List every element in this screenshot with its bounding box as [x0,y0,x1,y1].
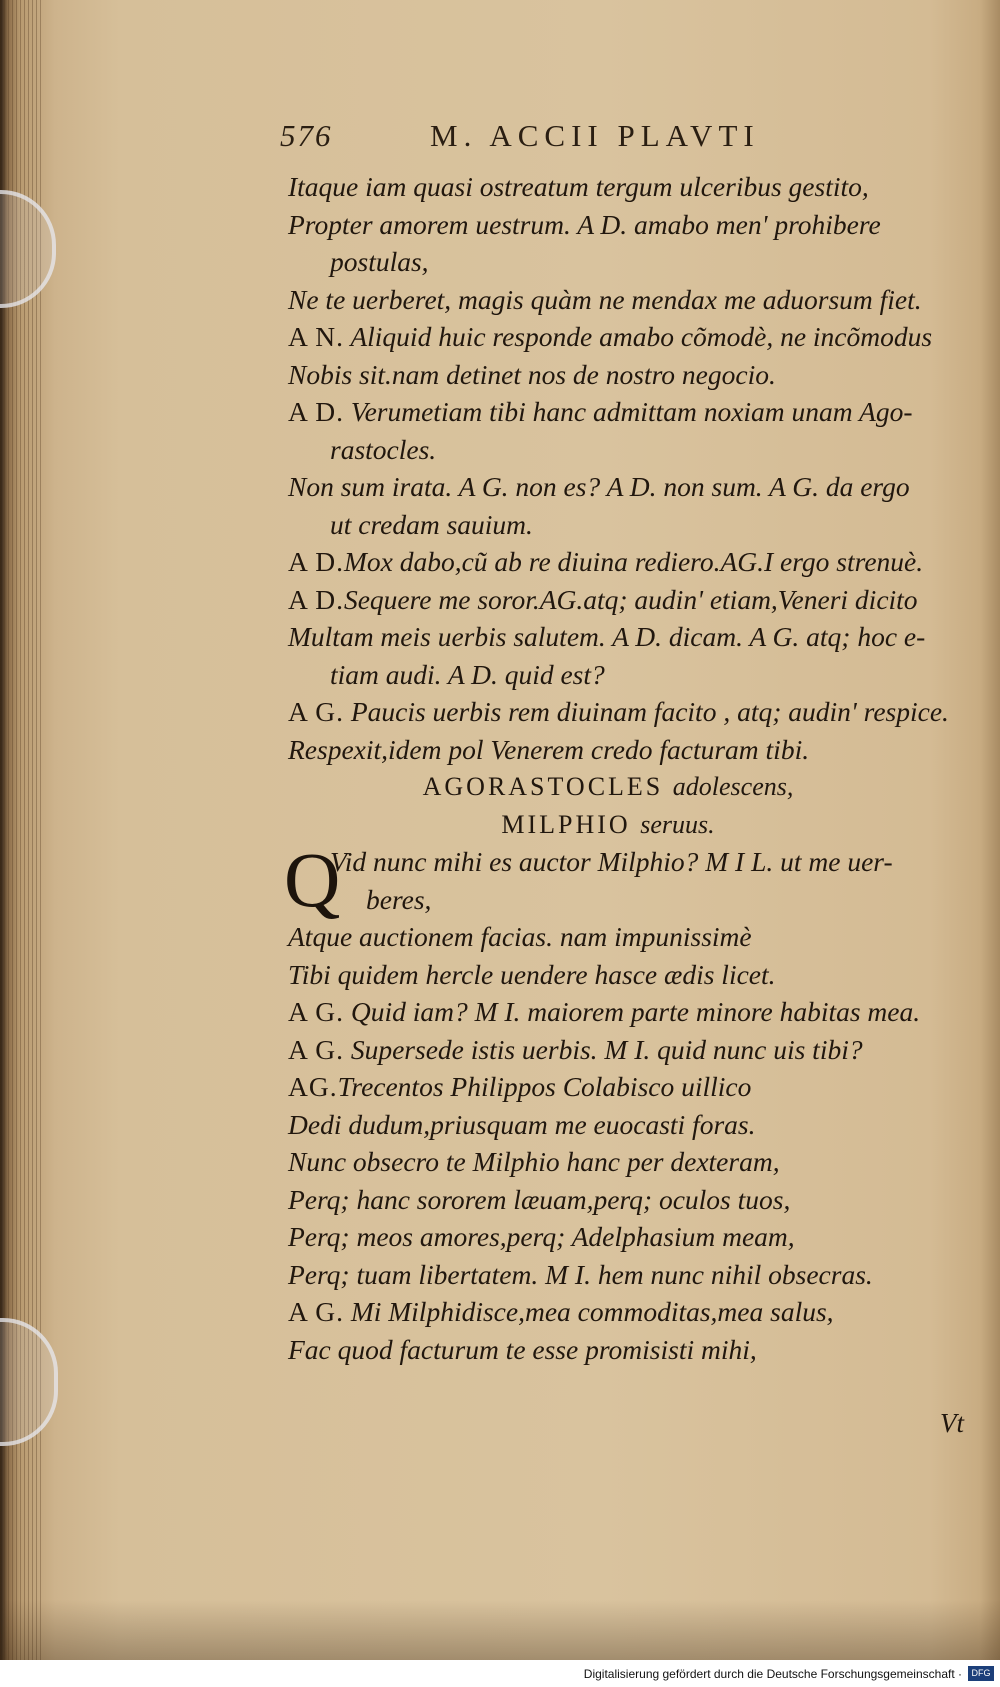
text-line: Perq; tuam libertatem. M I. hem nunc nihil obsecras. [288,1258,873,1290]
text-line: Perq; meos amores,perq; Adelphasium meam, [288,1221,795,1252]
text-line: Nunc obsecro te Milphio hanc per dexteram, [288,1146,780,1177]
text-block [284,168,949,1368]
speaker-label: A G. [288,1296,344,1327]
text-line: A G. Mi Milphidisce,mea commoditas,mea salus, [288,1296,834,1327]
text-line: Perq; hanc sororem læuam,perq; oculos tuos, [288,1183,791,1215]
text-line: Itaque iam quasi ostreatum tergum ulceribus gestito, [288,171,869,202]
page-bottom-shadow [0,1600,1000,1660]
speaker-label: A D. [288,583,344,615]
text-line: A D.Sequere me soror.AG.atq; audin' etiam,Veneri dicito [288,583,918,615]
text-line: Propter amorem uestrum. A D. amabo men' prohibere [288,208,881,240]
dfg-logo-icon: DFG [968,1666,994,1681]
text-line: Multam meis uerbis salutem. A D. dicam. A G. atq; hoc e- [288,621,926,652]
character-role: seruus. [640,809,715,839]
catchword: Vt [940,1408,964,1438]
text-line: A G. Supersede istis uerbis. M I. quid nunc uis tibi? [288,1033,863,1065]
speaker-label: A G. [288,1033,344,1065]
running-head: M. ACCII PLAVTI [430,118,760,153]
text-line: A N. Aliquid huic responde amabo cõmodè, ne incõmodus [288,321,933,352]
text-line: Dedi dudum,priusquam me euocasti foras. [288,1108,756,1140]
text-line: Atque auctionem facias. nam impunissimè [288,921,752,952]
text-line: Ne te uerberet, magis quàm ne mendax me aduorsum fiet. [288,283,922,315]
speaker-label: A D. [288,546,344,577]
text-line: rastocles. [330,433,437,465]
text-line: Q Vid nunc mihi es auctor Milphio? M I L. ut me uer- [284,836,893,923]
text-line: Respexit,idem pol Venerem credo facturam tibi. [288,733,810,765]
text-line: Non sum irata. A G. non es? A D. non sum. A G. da ergo [288,471,910,502]
speaker-label: AG. [288,1071,338,1102]
text-line: tiam audi. A D. quid est? [330,658,605,690]
plastic-clip-bottom [0,1318,58,1446]
text-line: A D.Mox dabo,cũ ab re diuina rediero.AG.I ergo strenuè. [288,546,924,577]
plastic-clip-top [0,190,56,308]
scene-heading-2 [288,806,928,844]
text-line: Tibi quidem hercle uendere hasce ædis licet. [288,958,776,990]
footer-credit: Digitalisierung gefördert durch die Deutsche Forschungsgemeinschaft · [583,1667,962,1681]
text-line: beres, [366,883,432,915]
scene-heading-1 [288,768,928,806]
page-header [280,118,920,158]
character-name: AGORASTOCLES [422,772,664,801]
page-number: 576 [280,118,333,153]
digitization-footer [0,1660,1000,1687]
text-line: AG.Trecentos Philippos Colabisco uillico [288,1071,752,1102]
character-role: adolescens, [672,772,794,801]
text-line: A D. Verumetiam tibi hanc admittam noxiam unam Ago- [288,396,913,427]
text-line: Nobis sit.nam detinet nos de nostro negocio. [288,358,776,390]
text-line: A G. Paucis uerbis rem diuinam facito , atq; audin' respice. [288,696,949,727]
text-line: Fac quod facturum te esse promisisti mihi, [288,1333,757,1365]
text-line: ut credam sauium. [330,508,533,540]
speaker-label: A G. [288,996,344,1027]
speaker-label: A N. [288,321,344,352]
speaker-label: A D. [288,396,344,427]
text-line: A G. Quid iam? M I. maiorem parte minore habitas mea. [288,996,921,1027]
character-name: MILPHIO [501,809,631,839]
text-line: postulas, [330,246,429,277]
speaker-label: A G. [288,696,344,727]
drop-cap: Q [284,836,341,923]
